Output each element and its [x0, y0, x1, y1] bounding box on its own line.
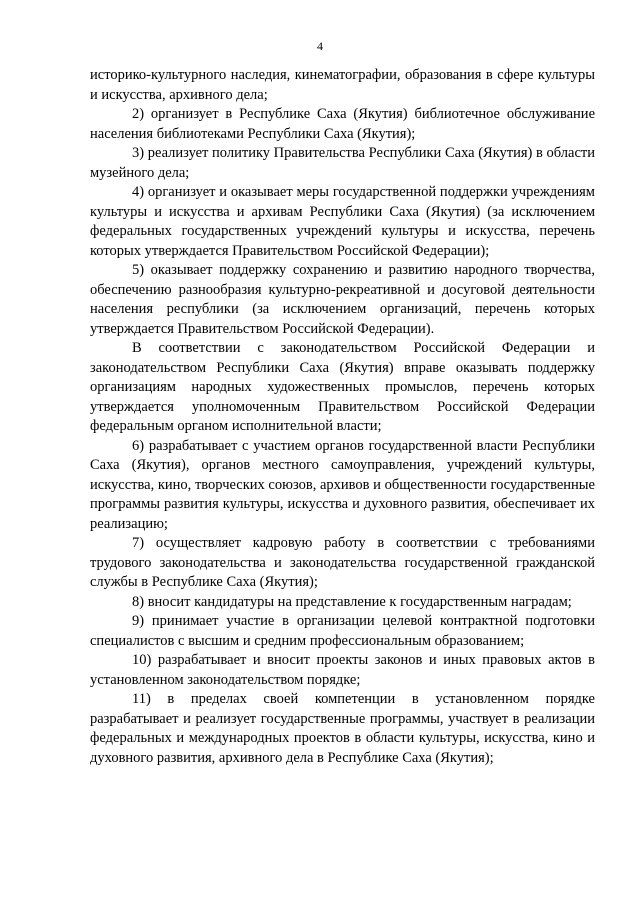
paragraph-continuation: историко-культурного наследия, кинематографии, образования в сфере культуры и искусства, архивного дела; — [90, 67, 595, 103]
document-body — [90, 66, 595, 768]
paragraph-item-8: 8) вносит кандидатуры на представление к государственным наградам; — [132, 593, 572, 610]
paragraph-item-9: 9) принимает участие в организации целевой контрактной подготовки специалистов с высшим и средним профессиональным образованием; — [90, 613, 595, 649]
paragraph-item-11: 11) в пределах своей компетенции в установленном порядке разрабатывает и реализует государственные программы, участвует в реализации федеральных и международных проектов в области культуры, искусства, кино и духовного развития, архивного дела в Республике Саха (Якутия); — [90, 691, 595, 766]
paragraph-item-4: 4) организует и оказывает меры государственной поддержки учреждениям культуры и искусства и архивам Республики Саха (Якутия) (за исключением федеральных государственных учреждений культуры и искусства, перечень которых утверждается Правительством Российской Федерации); — [90, 184, 595, 259]
paragraph-item-7: 7) осуществляет кадровую работу в соответствии с требованиями трудового законодательства и законодательства государственной гражданской службы в Республике Саха (Якутия); — [90, 535, 595, 590]
paragraph-item-5: 5) оказывает поддержку сохранению и развитию народного творчества, обеспечению разнообразия культурно-рекреативной и досуговой деятельности населения республики (за исключением организаций, перечень которых утверждается Правительством Российской Федерации). — [90, 262, 595, 337]
paragraph-item-6: 6) разрабатывает с участием органов государственной власти Республики Саха (Якутия), органов местного самоуправления, учреждений культуры, искусства, кино, творческих союзов, архивов и общественности государственные программы развития культуры, искусства и духовного развития, обеспечивает их реализацию; — [90, 437, 595, 532]
paragraph-item-2: 2) организует в Республике Саха (Якутия) библиотечное обслуживание населения библиотеками Республики Саха (Якутия); — [90, 106, 595, 142]
paragraph-item-3: 3) реализует политику Правительства Республики Саха (Якутия) в области музейного дела; — [90, 145, 595, 181]
paragraph-item-10: 10) разрабатывает и вносит проекты законов и иных правовых актов в установленном законодательством порядке; — [90, 652, 595, 688]
paragraph-support-note: В соответствии с законодательством Российской Федерации и законодательством Республики Саха (Якутия) вправе оказывать поддержку организациям народных художественных промыслов, перечень которых утверждается уполномоченным Правительством Российской Федерации федеральным органом исполнительной власти; — [90, 340, 595, 434]
page-number: 4 — [317, 39, 323, 53]
